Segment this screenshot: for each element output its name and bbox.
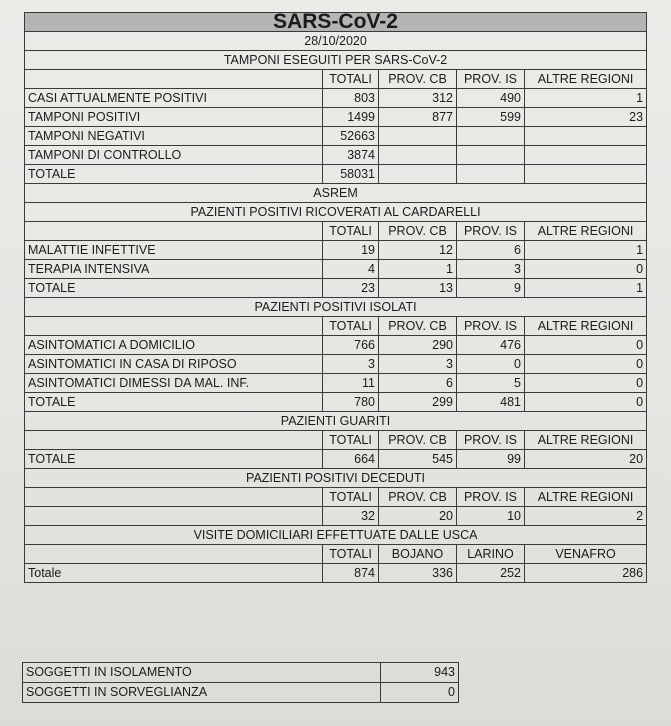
header-row [25, 488, 647, 507]
cell-totali: 4 [323, 260, 379, 279]
table-row [25, 89, 647, 108]
col-header-totali: TOTALI [323, 545, 379, 564]
row-label: TOTALE [25, 450, 323, 469]
header-row [25, 317, 647, 336]
row-label: SOGGETTI IN ISOLAMENTO [23, 663, 381, 683]
cell-totali: 803 [323, 89, 379, 108]
cell-totali: 664 [323, 450, 379, 469]
cell-prov-is: 490 [457, 89, 525, 108]
covid-report-table [24, 12, 647, 583]
cell-prov-is: 599 [457, 108, 525, 127]
cell-prov-cb: 12 [379, 241, 457, 260]
cell-altre-regioni: 23 [525, 108, 647, 127]
col-header-prov-cb: PROV. CB [379, 317, 457, 336]
col-header-prov-is: PROV. IS [457, 488, 525, 507]
cell-prov-is: 99 [457, 450, 525, 469]
col-header-totali: TOTALI [323, 317, 379, 336]
row-label: TAMPONI NEGATIVI [25, 127, 323, 146]
table-row [25, 507, 647, 526]
cell-altre-regioni: 1 [525, 241, 647, 260]
cell-venafro: 286 [525, 564, 647, 583]
header-row [25, 222, 647, 241]
cell-altre-regioni: 20 [525, 450, 647, 469]
cell-prov-is: 476 [457, 336, 525, 355]
row-label: ASINTOMATICI DIMESSI DA MAL. INF. [25, 374, 323, 393]
cell-bojano: 336 [379, 564, 457, 583]
cell-altre-regioni: 1 [525, 279, 647, 298]
table-row [25, 393, 647, 412]
col-header-altre-regioni: ALTRE REGIONI [525, 222, 647, 241]
table-row [25, 336, 647, 355]
table-row [25, 450, 647, 469]
col-header-altre-regioni: ALTRE REGIONI [525, 70, 647, 89]
cell-prov-cb [379, 127, 457, 146]
cell-totali: 19 [323, 241, 379, 260]
col-header-altre-regioni: ALTRE REGIONI [525, 317, 647, 336]
row-label: TOTALE [25, 279, 323, 298]
row-label [25, 507, 323, 526]
col-header-prov-cb: PROV. CB [379, 222, 457, 241]
cell-prov-cb: 545 [379, 450, 457, 469]
cell-prov-is: 5 [457, 374, 525, 393]
table-row [25, 374, 647, 393]
section-heading-guariti: PAZIENTI GUARITI [25, 412, 647, 431]
cell-prov-is [457, 127, 525, 146]
table-row [25, 279, 647, 298]
header-row [25, 431, 647, 450]
cell-totali: 780 [323, 393, 379, 412]
cell-value: 0 [381, 683, 459, 703]
cell-altre-regioni: 1 [525, 89, 647, 108]
cell-prov-cb: 312 [379, 89, 457, 108]
table-row [23, 683, 459, 703]
table-row [25, 260, 647, 279]
cell-totali: 52663 [323, 127, 379, 146]
cell-totali: 3 [323, 355, 379, 374]
cell-totali: 1499 [323, 108, 379, 127]
col-header-totali: TOTALI [323, 70, 379, 89]
section-heading-isolati: PAZIENTI POSITIVI ISOLATI [25, 298, 647, 317]
section-heading-asrem: ASREM [25, 184, 647, 203]
col-header-prov-is: PROV. IS [457, 317, 525, 336]
table-row [25, 146, 647, 165]
cell-altre-regioni: 0 [525, 260, 647, 279]
row-label: MALATTIE INFETTIVE [25, 241, 323, 260]
cell-prov-cb: 290 [379, 336, 457, 355]
report-title: SARS-CoV-2 [25, 13, 647, 32]
section-heading-tamponi: TAMPONI ESEGUITI PER SARS-CoV-2 [25, 51, 647, 70]
col-header-prov-is: PROV. IS [457, 431, 525, 450]
cell-altre-regioni: 0 [525, 393, 647, 412]
col-header-prov-is: PROV. IS [457, 70, 525, 89]
table-row [23, 663, 459, 683]
section-heading-usca: VISITE DOMICILIARI EFFETTUATE DALLE USCA [25, 526, 647, 545]
cell-totali: 23 [323, 279, 379, 298]
cell-altre-regioni [525, 165, 647, 184]
col-header-prov-is: PROV. IS [457, 222, 525, 241]
col-header-totali: TOTALI [323, 222, 379, 241]
section-heading-ricoverati: PAZIENTI POSITIVI RICOVERATI AL CARDARELLI [25, 203, 647, 222]
cell-prov-cb: 20 [379, 507, 457, 526]
cell-prov-is: 481 [457, 393, 525, 412]
row-label: ASINTOMATICI A DOMICILIO [25, 336, 323, 355]
cell-totali: 11 [323, 374, 379, 393]
cell-altre-regioni [525, 127, 647, 146]
header-row [25, 70, 647, 89]
cell-prov-cb: 6 [379, 374, 457, 393]
cell-larino: 252 [457, 564, 525, 583]
cell-prov-cb [379, 146, 457, 165]
table-row [25, 241, 647, 260]
cell-prov-is: 10 [457, 507, 525, 526]
row-label: SOGGETTI IN SORVEGLIANZA [23, 683, 381, 703]
cell-prov-is: 3 [457, 260, 525, 279]
cell-prov-cb: 299 [379, 393, 457, 412]
table-row [25, 165, 647, 184]
row-label: TAMPONI DI CONTROLLO [25, 146, 323, 165]
cell-prov-cb [379, 165, 457, 184]
cell-prov-is: 9 [457, 279, 525, 298]
table-row [25, 355, 647, 374]
row-label: CASI ATTUALMENTE POSITIVI [25, 89, 323, 108]
cell-altre-regioni [525, 146, 647, 165]
row-label: ASINTOMATICI IN CASA DI RIPOSO [25, 355, 323, 374]
soggetti-table [22, 662, 459, 703]
col-header-totali: TOTALI [323, 431, 379, 450]
col-header-prov-cb: PROV. CB [379, 431, 457, 450]
cell-prov-cb: 1 [379, 260, 457, 279]
cell-prov-cb: 3 [379, 355, 457, 374]
cell-altre-regioni: 0 [525, 355, 647, 374]
row-label: TAMPONI POSITIVI [25, 108, 323, 127]
cell-totali: 874 [323, 564, 379, 583]
col-header-altre-regioni: ALTRE REGIONI [525, 488, 647, 507]
cell-totali: 3874 [323, 146, 379, 165]
cell-prov-is [457, 146, 525, 165]
row-label: Totale [25, 564, 323, 583]
cell-totali: 58031 [323, 165, 379, 184]
row-label: TOTALE [25, 393, 323, 412]
row-label: TOTALE [25, 165, 323, 184]
cell-altre-regioni: 2 [525, 507, 647, 526]
table-row [25, 127, 647, 146]
cell-altre-regioni: 0 [525, 374, 647, 393]
cell-prov-cb: 877 [379, 108, 457, 127]
header-row [25, 545, 647, 564]
col-header-totali: TOTALI [323, 488, 379, 507]
col-header-prov-cb: PROV. CB [379, 70, 457, 89]
cell-value: 943 [381, 663, 459, 683]
cell-prov-is: 6 [457, 241, 525, 260]
col-header-prov-cb: PROV. CB [379, 488, 457, 507]
cell-altre-regioni: 0 [525, 336, 647, 355]
table-row [25, 108, 647, 127]
cell-totali: 766 [323, 336, 379, 355]
cell-totali: 32 [323, 507, 379, 526]
col-header-bojano: BOJANO [379, 545, 457, 564]
col-header-venafro: VENAFRO [525, 545, 647, 564]
col-header-altre-regioni: ALTRE REGIONI [525, 431, 647, 450]
row-label: TERAPIA INTENSIVA [25, 260, 323, 279]
section-heading-deceduti: PAZIENTI POSITIVI DECEDUTI [25, 469, 647, 488]
table-row [25, 564, 647, 583]
col-header-larino: LARINO [457, 545, 525, 564]
report-date: 28/10/2020 [25, 32, 647, 51]
cell-prov-is [457, 165, 525, 184]
cell-prov-is: 0 [457, 355, 525, 374]
cell-prov-cb: 13 [379, 279, 457, 298]
